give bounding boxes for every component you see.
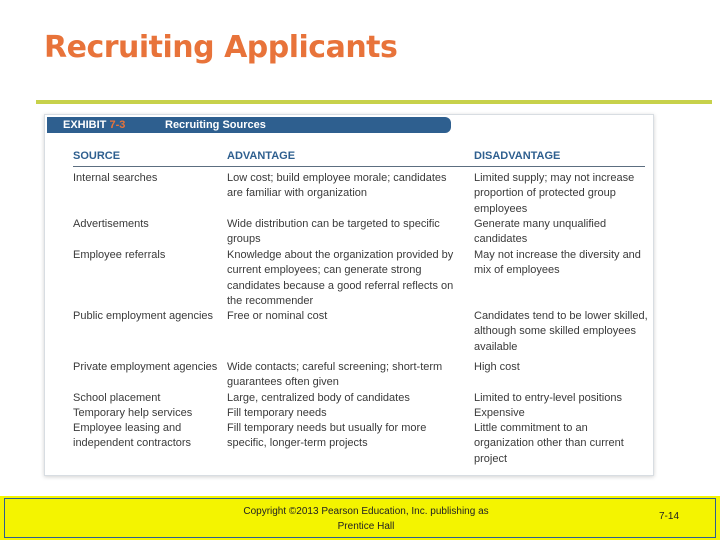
cell-disadvantage: Generate many unqualified candidates	[474, 218, 607, 246]
cell-source: Temporary help services	[73, 407, 193, 419]
cell-source: School placement	[73, 392, 161, 404]
cell-source: Employee referrals	[73, 249, 166, 261]
exhibit-label-text: EXHIBIT	[63, 119, 107, 131]
cell-advantage: Free or nominal cost	[227, 310, 328, 322]
cell-advantage: Large, centralized body of candidates	[227, 392, 410, 404]
cell-advantage: Low cost; build employee morale; candidates are familiar with organization	[227, 172, 447, 200]
cell-advantage: Wide contacts; careful screening; short-term guarantees often given	[227, 361, 443, 389]
footer-border	[4, 498, 716, 538]
cell-source: Private employment agencies	[73, 361, 218, 373]
cell-advantage: Wide distribution can be targeted to specific groups	[227, 218, 440, 246]
page-number: 7-14	[659, 511, 680, 522]
cell-advantage: Fill temporary needs	[227, 407, 327, 419]
column-header-advantage: ADVANTAGE	[227, 150, 296, 162]
exhibit-table	[44, 114, 654, 476]
header-divider	[73, 166, 645, 167]
cell-disadvantage: May not increase the diversity and mix of employees	[474, 249, 641, 277]
cell-source: Advertisements	[73, 218, 149, 230]
cell-disadvantage: Limited supply; may not increase proportion of protected group employees	[474, 172, 635, 215]
footer-bar	[0, 496, 720, 540]
exhibit-label	[63, 117, 125, 133]
copyright-text: Copyright ©2013 Pearson Education, Inc. publishing as Prentice Hall	[243, 506, 489, 532]
column-header-source: SOURCE	[73, 150, 121, 162]
column-header-disadvantage: DISADVANTAGE	[474, 150, 561, 162]
title-divider	[36, 100, 712, 104]
cell-advantage: Knowledge about the organization provided by current employees; can generate strong candidates because a good referral reflects on the recommender	[227, 249, 454, 307]
cell-disadvantage: High cost	[474, 361, 520, 373]
cell-source: Internal searches	[73, 172, 158, 184]
exhibit-header-bar	[47, 117, 451, 133]
exhibit-number: 7-3	[109, 119, 126, 131]
exhibit-title: Recruiting Sources	[165, 119, 266, 131]
cell-disadvantage: Little commitment to an organization other than current project	[474, 422, 624, 465]
cell-disadvantage: Candidates tend to be lower skilled, although some skilled employees available	[474, 310, 648, 353]
cell-disadvantage: Expensive	[474, 407, 525, 419]
cell-disadvantage: Limited to entry-level positions	[474, 392, 622, 404]
slide-title: Recruiting Applicants	[44, 30, 398, 65]
cell-source: Public employment agencies	[73, 310, 214, 322]
cell-source: Employee leasing and independent contractors	[73, 422, 192, 450]
cell-advantage: Fill temporary needs but usually for more specific, longer-term projects	[227, 422, 427, 450]
